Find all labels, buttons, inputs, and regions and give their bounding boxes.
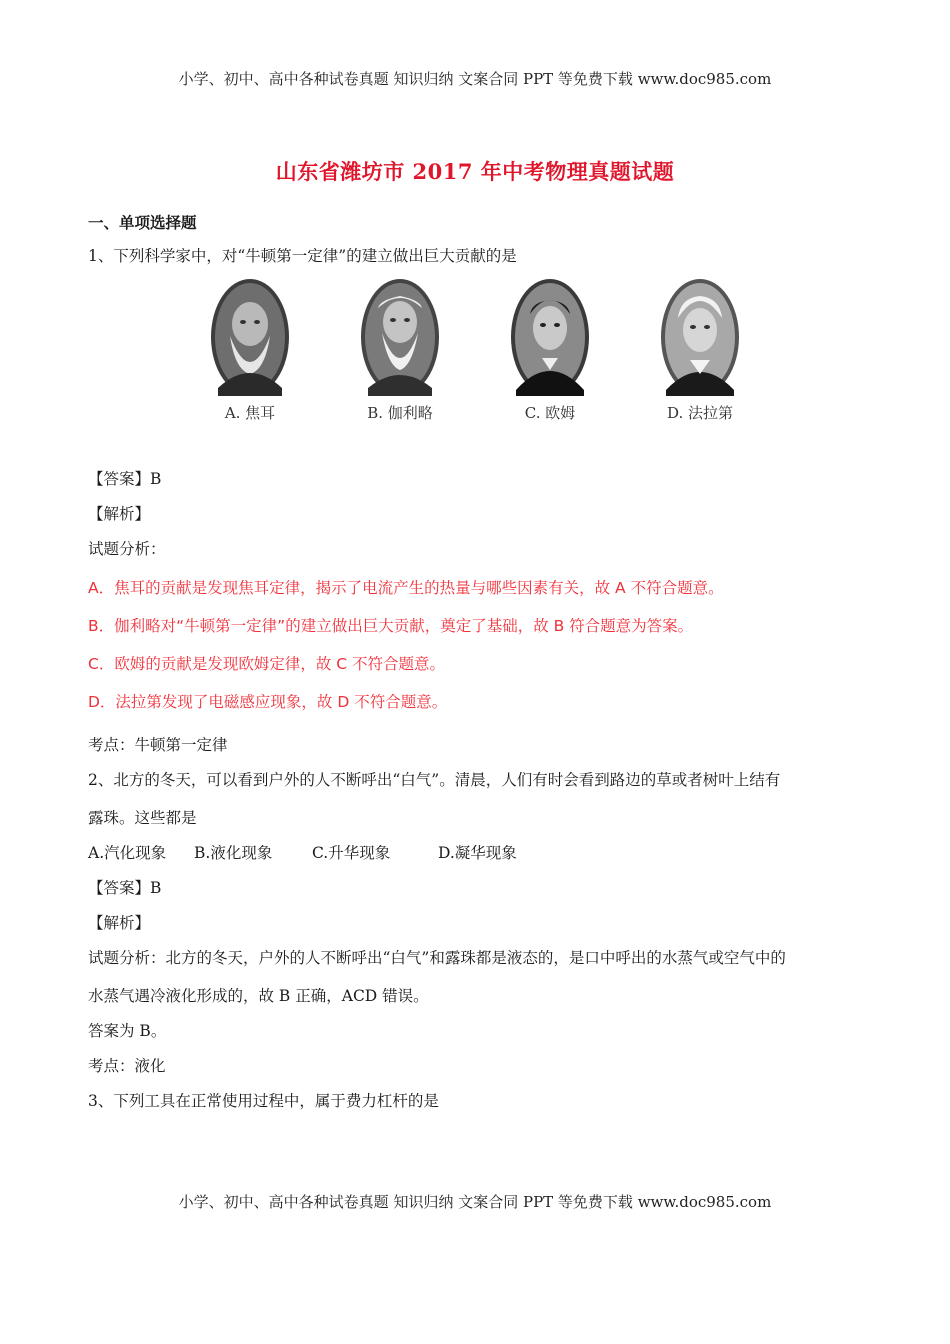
question-1: 1、下列科学家中，对“牛顿第一定律”的建立做出巨大贡献的是 [88,247,517,265]
q2-option-d: D.凝华现象 [438,844,517,862]
q2-analysis-line-2: 水蒸气遇冷液化形成的，故 B 正确，ACD 错误。 [88,987,429,1005]
q2-option-a: A.汽化现象 [88,844,167,862]
option-c-caption: C. 欧姆 [524,404,576,422]
portrait-faraday-image [660,278,740,396]
option-d-caption: D. 法拉第 [666,404,734,422]
q2-option-c: C.升华现象 [312,844,391,862]
q1-explanation-a: A．焦耳的贡献是发现焦耳定律，揭示了电流产生的热量与哪些因素有关，故 A 不符合题意。 [88,579,724,597]
q1-explanation-c: C．欧姆的贡献是发现欧姆定律，故 C 不符合题意。 [88,655,446,673]
page-footer: 小学、初中、高中各种试卷真题 知识归纳 文案合同 PPT 等免费下载 www.doc985.com [178,1193,772,1211]
q2-option-b: B.液化现象 [194,844,273,862]
portrait-option-d [640,278,760,428]
scientist-portraits [190,278,770,428]
portrait-option-a [190,278,310,428]
portrait-ohm-image [510,278,590,396]
q1-analysis-intro: 试题分析： [88,540,166,558]
portrait-option-b [340,278,460,428]
section-heading: 一、单项选择题 [88,213,197,232]
page-header: 小学、初中、高中各种试卷真题 知识归纳 文案合同 PPT 等免费下载 www.doc985.com [178,70,772,88]
q2-options [88,841,517,863]
q2-answer-line: 答案为 B。 [88,1022,167,1040]
q1-kaodian: 考点：牛顿第一定律 [88,736,228,754]
portrait-option-c [490,278,610,428]
q2-kaodian: 考点：液化 [88,1057,166,1075]
option-b-caption: B. 伽利略 [367,404,433,422]
option-a-caption: A. 焦耳 [224,404,276,422]
q1-explanation-d: D．法拉第发现了电磁感应现象，故 D 不符合题意。 [88,693,448,711]
q1-explanation-b: B．伽利略对“牛顿第一定律”的建立做出巨大贡献，奠定了基础，故 B 符合题意为答案。 [88,617,694,635]
page-title: 山东省潍坊市 2017 年中考物理真题试题 [275,159,675,184]
portrait-joule-image [210,278,290,396]
q2-answer: 【答案】B [88,879,162,897]
q1-analysis-label: 【解析】 [88,505,151,523]
question-2-line-1: 2、北方的冬天，可以看到户外的人不断呼出“白气”。清晨，人们有时会看到路边的草或者树叶上结有 [88,771,781,789]
q1-answer: 【答案】B [88,470,162,488]
question-2-line-2: 露珠。这些都是 [88,809,197,827]
question-3: 3、下列工具在正常使用过程中，属于费力杠杆的是 [88,1092,439,1110]
portrait-galileo-image [360,278,440,396]
q2-analysis-line-1: 试题分析：北方的冬天，户外的人不断呼出“白气”和露珠都是液态的，是口中呼出的水蒸气或空气中的 [88,949,786,967]
q2-analysis-label: 【解析】 [88,914,151,932]
